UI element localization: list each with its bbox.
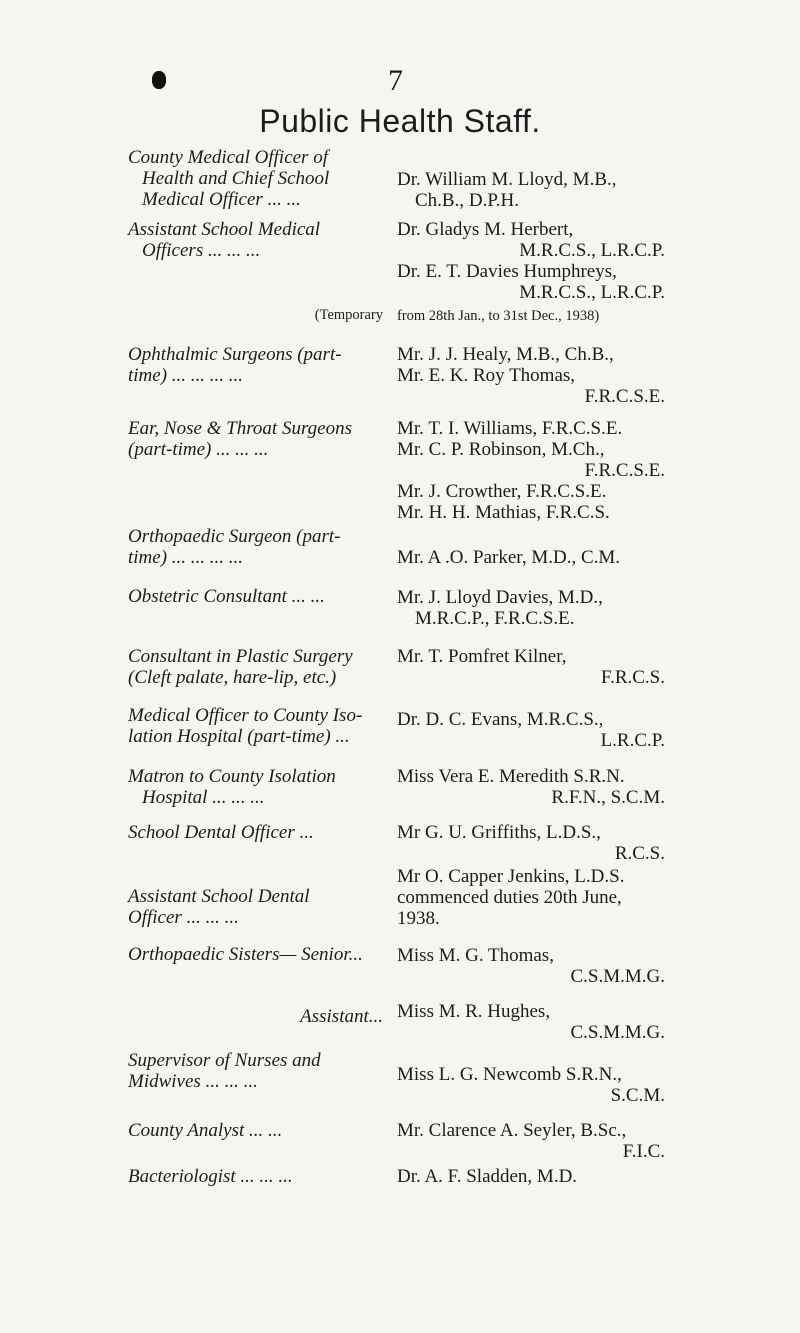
role-supervisor-nurses-midwives: Supervisor of Nurses and Midwives ... ... ... — [128, 1050, 321, 1092]
holder-bacteriologist: Dr. A. F. Sladden, M.D. — [397, 1166, 578, 1187]
ink-bullet-mark — [152, 71, 166, 89]
role-assistant-school-medical-officers: Assistant School Medical Officers ... ... ... — [128, 219, 321, 261]
holder-isolation-hospital-matron: Miss Vera E. Meredith S.R.N. R.F.N., S.C.M. — [397, 766, 665, 808]
holder-county-analyst: Mr. Clarence A. Seyler, B.Sc., F.I.C. — [397, 1120, 665, 1162]
holder-orthopaedic-sister-assistant: Miss M. R. Hughes, C.S.M.M.G. — [397, 1001, 665, 1043]
role-obstetric-consultant: Obstetric Consultant ... ... — [128, 586, 325, 607]
holder-school-dental-officer: Mr G. U. Griffiths, L.D.S., R.C.S. — [397, 822, 665, 864]
role-isolation-hospital-medical-officer: Medical Officer to County Iso- lation Hospital (part-time) ... — [128, 705, 363, 747]
role-plastic-surgery-consultant: Consultant in Plastic Surgery (Cleft palate, hare-lip, etc.) — [128, 646, 353, 688]
holder-assistant-school-dental-officer: Mr O. Capper Jenkins, L.D.S. commenced duties 20th June, 1938. — [397, 866, 625, 929]
role-school-dental-officer: School Dental Officer ... — [128, 822, 314, 843]
role-bacteriologist: Bacteriologist ... ... ... — [128, 1166, 293, 1187]
role-orthopaedic-surgeon: Orthopaedic Surgeon (part- time) ... ... ... ... — [128, 526, 341, 568]
role-assistant-school-dental-officer: Assistant School Dental Officer ... ... ... — [128, 886, 310, 928]
holder-ophthalmic-surgeons: Mr. J. J. Healy, M.B., Ch.B., Mr. E. K. Roy Thomas, F.R.C.S.E. — [397, 344, 665, 407]
role-orthopaedic-sister-assistant: Assistant... — [300, 1006, 383, 1027]
role-ophthalmic-surgeons: Ophthalmic Surgeons (part- time) ... ... ... ... — [128, 344, 342, 386]
page-title: Public Health Staff. — [259, 103, 541, 139]
holder-ent-surgeons: Mr. T. I. Williams, F.R.C.S.E. Mr. C. P. Robinson, M.Ch., F.R.C.S.E. Mr. J. Crowther, F.R.C.S.E. Mr. H. H. Mathias, F.R.C.S. — [397, 418, 665, 523]
holder-obstetric-consultant: Mr. J. Lloyd Davies, M.D., M.R.C.P., F.R.C.S.E. — [397, 587, 603, 629]
role-orthopaedic-sister-senior: Orthopaedic Sisters— Senior... — [128, 944, 363, 965]
role-county-medical-officer: County Medical Officer of Health and Chief School Medical Officer ... ... — [128, 147, 330, 210]
holder-orthopaedic-surgeon: Mr. A .O. Parker, M.D., C.M. — [397, 547, 621, 568]
holder-supervisor-nurses-midwives: Miss L. G. Newcomb S.R.N., S.C.M. — [397, 1064, 665, 1106]
role-county-analyst: County Analyst ... ... — [128, 1120, 283, 1141]
role-ent-surgeons: Ear, Nose & Throat Surgeons (part-time) ... ... ... — [128, 418, 352, 460]
holder-assistant-school-medical-officers: Dr. Gladys M. Herbert, M.R.C.S., L.R.C.P. Dr. E. T. Davies Humphreys, M.R.C.S., L.R.C.P. from 28th Jan., to 31st Dec., 1938) — [397, 219, 665, 324]
page-number: 7 — [388, 64, 403, 97]
holder-county-medical-officer: Dr. William M. Lloyd, M.B., Ch.B., D.P.H. — [397, 169, 617, 211]
temporary-label: (Temporary — [314, 307, 383, 323]
holder-plastic-surgery-consultant: Mr. T. Pomfret Kilner, F.R.C.S. — [397, 646, 665, 688]
role-isolation-hospital-matron: Matron to County Isolation Hospital ... ... ... — [128, 766, 336, 808]
holder-orthopaedic-sister-senior: Miss M. G. Thomas, C.S.M.M.G. — [397, 945, 665, 987]
holder-isolation-hospital-medical-officer: Dr. D. C. Evans, M.R.C.S., L.R.C.P. — [397, 709, 665, 751]
